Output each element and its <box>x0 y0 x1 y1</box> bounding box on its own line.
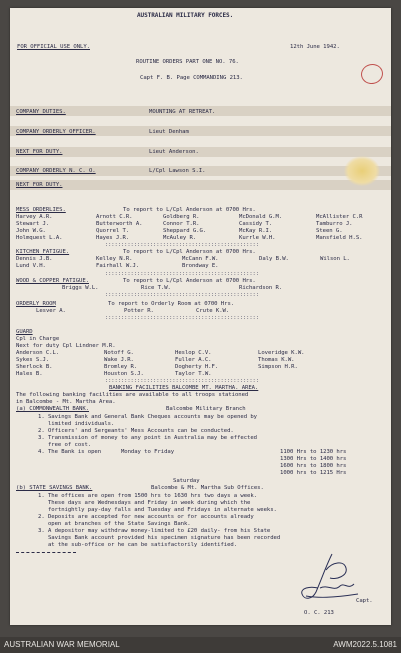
divider: :::::::::::::::::::::::::::::::::::::::::::::::: <box>105 292 260 298</box>
banking-intro: The following banking facilities are available to all troops stationed <box>16 392 249 398</box>
orderly-room-report: To report to Orderly Room at 0700 Hrs. <box>108 301 235 307</box>
banking-heading: BANKING FACILITIES BALCOMBE MT. MARTHA. AREA. <box>109 385 259 391</box>
duty-label: NEXT FOR DUTY. <box>16 182 63 188</box>
roster-name: Kelley N.R. <box>96 256 133 262</box>
roster-name: Fairhall W.J. <box>96 263 140 269</box>
kitchen-report: To report to L/Cpl Anderson at 0700 Hrs. <box>123 249 256 255</box>
roster-name: Briggs W.L. <box>62 285 99 291</box>
stain-mark <box>344 156 380 186</box>
bank-hours: 1100 Hrs to 1230 hrs <box>280 449 347 455</box>
roster-name: Harvey A.R. <box>16 214 53 220</box>
roster-name: Notoff G. <box>104 350 134 356</box>
roster-name: Quorrel T. <box>96 228 130 234</box>
roster-name: Potter R. <box>124 308 154 314</box>
wood-heading: WOOD & COPPER FATIGUE. <box>16 278 89 284</box>
roster-name: McAuley R. <box>163 235 197 241</box>
roster-name: Sherlock B. <box>16 364 53 370</box>
org-heading: AUSTRALIAN MILITARY FORCES. <box>137 12 234 19</box>
roster-name: Rice T.W. <box>141 285 171 291</box>
duty-label: COMPANY ORDERLY OFFICER. <box>16 129 96 135</box>
bank-item: limited individuals. <box>38 421 115 427</box>
roster-name: Mansfield H.S. <box>316 235 363 241</box>
commonwealth-bank-label: (a) COMMONWEALTH BANK. <box>16 406 89 412</box>
roster-name: McKay R.I. <box>239 228 273 234</box>
roster-name: Brondway E. <box>182 263 219 269</box>
signature-rank: Capt. <box>356 598 373 604</box>
bank-hours: 1300 Hrs to 1400 hrs <box>280 456 347 462</box>
state-savings-bank-branch: Balcombe & Mt. Martha Sub Offices. <box>151 485 264 491</box>
roster-name: McDonald G.M. <box>239 214 283 220</box>
bank-item: 2. Deposits are accepted for new accounts or for accounts already <box>38 514 254 520</box>
roster-name: Lund V.H. <box>16 263 46 269</box>
strikethrough-mark <box>16 552 76 553</box>
guard-heading: GUARD <box>16 329 33 335</box>
duty-label: COMPANY DUTIES. <box>16 109 66 115</box>
roster-name: McAllister C.R <box>316 214 363 220</box>
roster-name: Daly B.W. <box>259 256 289 262</box>
signature-unit: O. C. 213 <box>304 610 334 616</box>
divider: :::::::::::::::::::::::::::::::::::::::::::::::: <box>105 378 260 384</box>
roster-name: Holmquest L.A. <box>16 235 63 241</box>
roster-name: Cassidy T. <box>239 221 273 227</box>
duty-value: MOUNTING AT RETREAT. <box>149 109 216 115</box>
roster-name: Bromley R. <box>104 364 138 370</box>
roster-name: Tamburro J. <box>316 221 353 227</box>
bank-item: Savings Bank account provided his specimen signature has been recorded <box>38 535 281 541</box>
bank-hours: 1600 hrs to 1800 hrs <box>280 463 347 469</box>
footer-bar <box>0 637 401 653</box>
roster-name: Simpson H.R. <box>258 364 298 370</box>
order-date: 12th June 1942. <box>290 44 340 50</box>
banking-intro: in Balcombe - Mt. Martha Area. <box>16 399 116 405</box>
state-savings-bank-label: (b) STATE SAVINGS BANK. <box>16 485 93 491</box>
roster-name: Connor T.R. <box>163 221 200 227</box>
roster-name: John W.G. <box>16 228 46 234</box>
bank-item: 4. The Bank is open Monday to Friday <box>38 449 175 455</box>
roster-name: Dennis J.B. <box>16 256 53 262</box>
roster-name: Houston S.J. <box>104 371 144 377</box>
roster-name: Dogherty H.F. <box>175 364 219 370</box>
guard-line: Cpl in Charge <box>16 336 60 342</box>
roster-name: Crute K.W. <box>196 308 230 314</box>
roster-name: Anderson C.L. <box>16 350 60 356</box>
roster-name: Loveridge K.W. <box>258 350 305 356</box>
guard-line: Next for duty Cpl Lindner M.R. <box>16 343 116 349</box>
bank-saturday: Saturday <box>173 478 200 484</box>
wood-report: To report to L/Cpl Anderson at 0700 Hrs. <box>123 278 256 284</box>
roster-name: Butterworth A. <box>96 221 143 227</box>
roster-name: Stewart J. <box>16 221 50 227</box>
stamp-mark <box>359 62 385 86</box>
roster-name: Wake J.R. <box>104 357 134 363</box>
roster-name: McCann F.W. <box>182 256 219 262</box>
roster-name: Hayes J.R. <box>96 235 130 241</box>
roster-name: Goldberg R. <box>163 214 200 220</box>
roster-name: Hales B. <box>16 371 43 377</box>
roster-name: Kurrle W.H. <box>239 235 276 241</box>
duty-value: Lieut Anderson. <box>149 149 199 155</box>
roster-name: Thomas K.W. <box>258 357 295 363</box>
duty-label: COMPANY ORDERLY N. C. O. <box>16 168 96 174</box>
bank-item: open at branches of the State Savings Bank. <box>38 521 191 527</box>
roster-name: Taylor T.W. <box>175 371 212 377</box>
mess-heading: MESS ORDERLIES. <box>16 207 66 213</box>
kitchen-heading: KITCHEN FATIGUE. <box>16 249 70 255</box>
roster-name: Wilson L. <box>320 256 350 262</box>
duty-label: NEXT FOR DUTY. <box>16 149 63 155</box>
bank-item: 3. A depositor may withdraw money-limited to £20 daily- from his State <box>38 528 271 534</box>
bank-item: These days are Wednesdays and Friday in week during which the <box>38 500 251 506</box>
bank-item: free of cost. <box>38 442 92 448</box>
roster-name: Fuller A.C. <box>175 357 212 363</box>
bank-item: 3. Transmission of money to any point in Australia may be effected <box>38 435 257 441</box>
order-title: ROUTINE ORDERS PART ONE NO. 76. <box>136 59 239 65</box>
commander: Capt F. B. Page COMMANDING 213. <box>140 75 243 81</box>
divider: :::::::::::::::::::::::::::::::::::::::::::::::: <box>105 242 260 248</box>
roster-name: Richardson R. <box>239 285 283 291</box>
signature <box>292 548 362 604</box>
roster-name: Arnott C.R. <box>96 214 133 220</box>
divider: :::::::::::::::::::::::::::::::::::::::::::::::: <box>105 315 260 321</box>
commonwealth-bank-branch: Balcombe Military Branch <box>166 406 246 412</box>
divider: :::::::::::::::::::::::::::::::::::::::::::::::: <box>105 271 260 277</box>
footer-accession: AWM2022.5.1081 <box>333 640 397 649</box>
bank-item: 1. The offices are open from 1500 hrs to 1630 hrs two days a week. <box>38 493 257 499</box>
duty-value: Lieut Denham <box>149 129 189 135</box>
bank-item: 1. Savings Bank and General Bank Cheques accounts may be opened by <box>38 414 257 420</box>
footer-institution: AUSTRALIAN WAR MEMORIAL <box>4 640 120 649</box>
bank-item: at the sub-office or he can be satisfactorily identified. <box>38 542 238 548</box>
mess-report: To report to L/Cpl Anderson at 0700 Hrs. <box>123 207 256 213</box>
roster-name: Heslop C.V. <box>175 350 212 356</box>
document-page <box>10 8 391 625</box>
bank-item: fortnightly pay-day falls and Tuesday and Fridays in alternate weeks. <box>38 507 277 513</box>
duty-value: L/Cpl Lawson S.I. <box>149 168 206 174</box>
bank-hours: 1000 hrs to 1215 Hrs <box>280 470 347 476</box>
classification: FOR OFFICIAL USE ONLY. <box>17 44 90 50</box>
roster-name: Sykes S.J. <box>16 357 50 363</box>
roster-name: Steen G. <box>316 228 343 234</box>
bank-item: 2. Officers' and Sergeants' Mess Accounts can be conducted. <box>38 428 234 434</box>
roster-name: Lesver A. <box>36 308 66 314</box>
roster-name: Sheppard G.G. <box>163 228 207 234</box>
orderly-room-heading: ORDERLY ROOM <box>16 301 56 307</box>
